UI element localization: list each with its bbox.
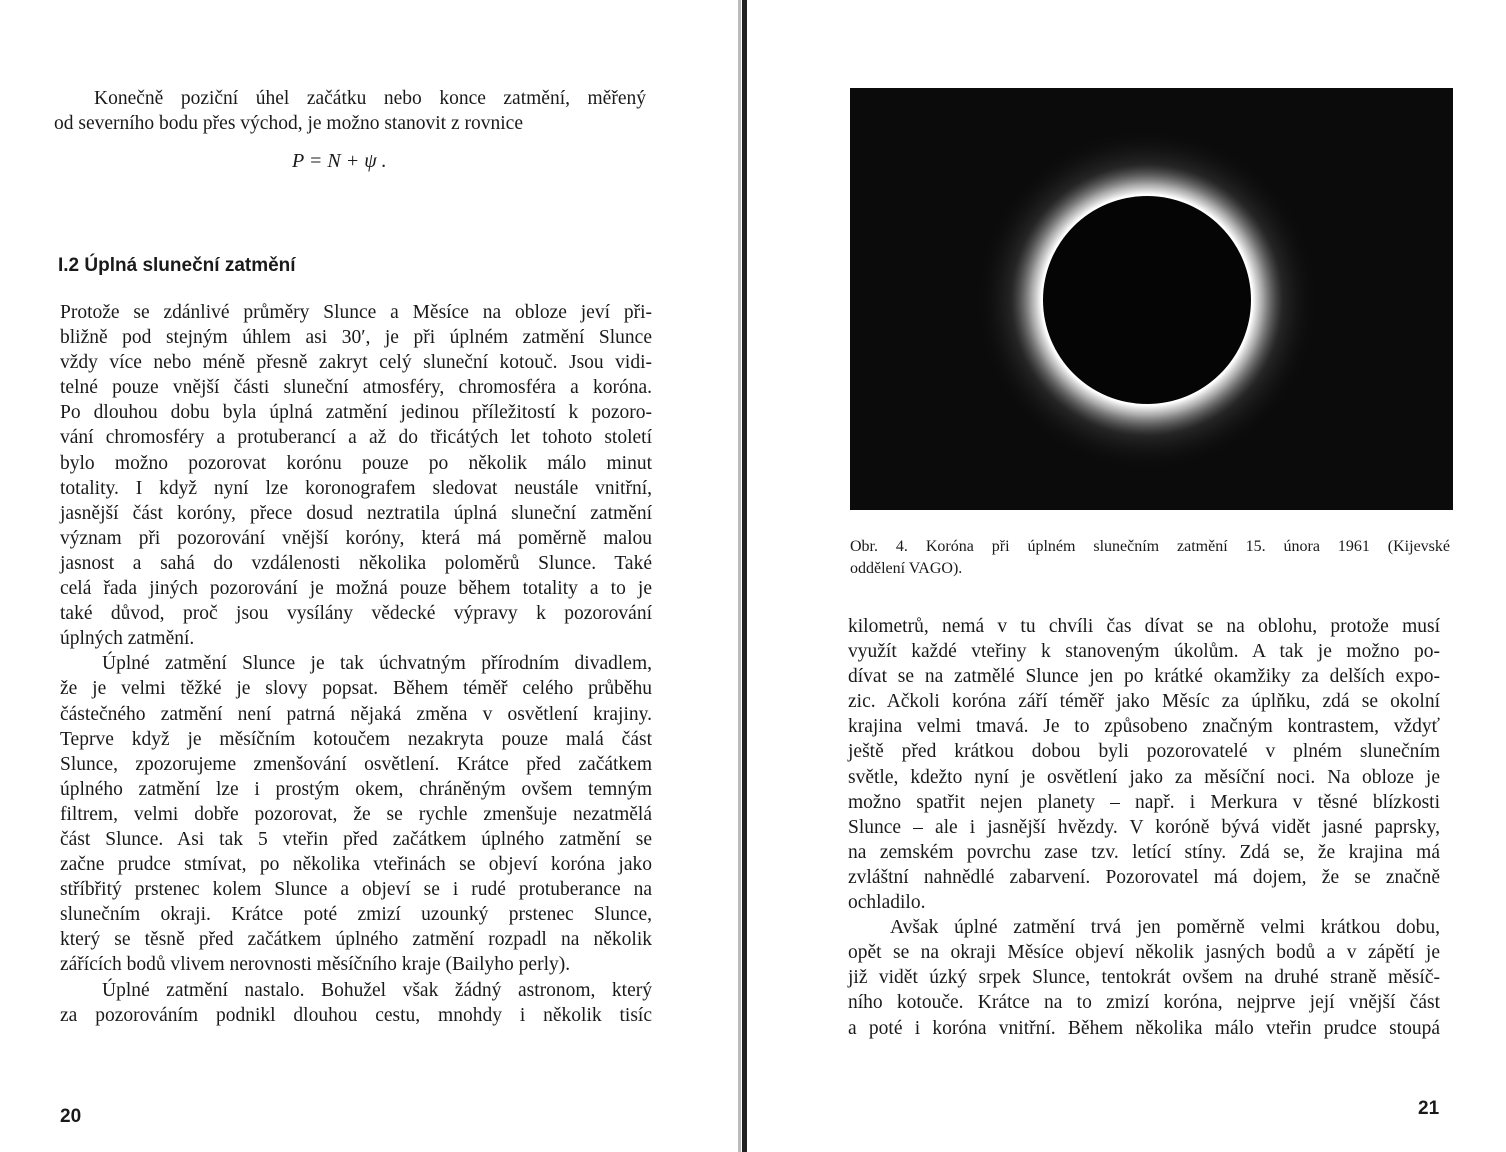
text-line: že je velmi těžké je slovy popsat. Během téměř celého průběhu	[60, 678, 652, 700]
text-line: Protože se zdánlivé průměry Slunce a Měsíce na obloze jeví při-	[60, 302, 652, 323]
page-number: 20	[60, 1106, 82, 1127]
text-line: bližně pod stejným úhlem asi 30′, je při úplném zatmění Slunce	[60, 327, 652, 349]
section-heading: I.2 Úplná sluneční zatmění	[58, 255, 296, 276]
text-line: od severního bodu přes východ, je možno stanovit z rovnice	[54, 113, 523, 135]
text-line: úplného zatmění lze i prostým okem, chráněným ovšem temným	[60, 778, 652, 800]
text-line: část Slunce. Asi tak 5 vteřin před začátkem úplného zatmění se	[60, 828, 652, 850]
text-line: který se těsně před začátkem úplného zatmění rozpadl na několik	[60, 929, 652, 951]
caption-line: Obr. 4. Koróna při úplném slunečním zatmění 15. února 1961 (Kijevské	[850, 538, 1450, 555]
text-line: za pozorováním podnikl dlouhou cestu, mnohdy i několik tisíc	[60, 1004, 652, 1026]
text-line: význam při pozorování vnější koróny, která má poměrně malou	[60, 527, 652, 549]
text-line: zic. Ačkoli koróna září téměř jako Měsíc za úplňku, zdá se okolní	[848, 691, 1440, 713]
text-line: zvláštní nahnědlé zabarvení. Pozorovatel má dojem, že se značně	[848, 866, 1440, 888]
text-line: světle, kdežto nyní je osvětlení jako za měsíční noci. Na obloze je	[848, 766, 1440, 788]
text-line: využít každé vteřiny k stanoveným úkolům. A tak je možno po-	[848, 641, 1440, 663]
moon-disk	[1043, 196, 1251, 404]
text-line: opět se na okraji Měsíce objeví několik jasných bodů a v zápětí je	[848, 942, 1440, 964]
text-line: bylo možno pozorovat korónu pouze po několik málo minut	[60, 452, 652, 474]
text-line: vání chromosféry a protuberancí a až do třicátých let tohoto století	[60, 427, 652, 449]
text-line: celá řada jiných pozorování je možná pouze během totality a to je	[60, 578, 652, 600]
text-line: začne prudce stmívat, po několika vteřinách se objeví koróna jako	[60, 854, 652, 876]
text-line: vždy více nebo méně přesně zakryt celý sluneční kotouč. Jsou vidi-	[60, 352, 652, 374]
caption-line: oddělení VAGO).	[850, 560, 963, 577]
text-line: filtrem, velmi dobře pozorovat, že se rychle zmenšuje nezatmělá	[60, 803, 652, 825]
text-line: Úplné zatmění nastalo. Bohužel však žádný astronom, který	[102, 979, 652, 1001]
text-line: zářících bodů vlivem nerovnosti měsíčního kraje (Bailyho perly).	[60, 954, 571, 976]
text-line: Avšak úplné zatmění trvá jen poměrně velmi krátkou dobu,	[890, 917, 1440, 939]
text-line: ještě před krátkou dobou byli pozorovatelé v plném slunečním	[848, 741, 1440, 763]
equation: P = N + ψ .	[292, 150, 387, 172]
text-line: úplných zatmění.	[60, 628, 195, 650]
text-line: dívat se na zatmělé Slunce jen po krátké okamžiky za delších expo-	[848, 666, 1440, 688]
eclipse-image	[850, 88, 1453, 510]
text-line: slunečním okraji. Krátce poté zmizí uzounký prstenec Slunce,	[60, 904, 652, 926]
text-line: jasnost a sahá do vzdálenosti několika poloměrů Slunce. Také	[60, 552, 652, 574]
text-line: ochladilo.	[848, 892, 926, 914]
text-line: možno spatřit nejen planety – např. i Merkura v těsné blízkosti	[848, 791, 1440, 813]
figure-caption	[850, 536, 1450, 580]
text-line: krajina velmi tmavá. Je to způsobeno značným kontrastem, vždyť	[848, 716, 1440, 738]
text-line: Po dlouhou dobu byla úplná zatmění jedinou příležitostí k pozoro-	[60, 402, 652, 424]
text-line: stříbřitý prstenec kolem Slunce a objeví se i rudé protuberance na	[60, 879, 652, 901]
paragraph	[848, 915, 1440, 1040]
body-text	[848, 614, 1440, 1041]
text-line: totality. I když nyní lze koronografem sledovat neustále vnitřní,	[60, 477, 652, 499]
text-line: telné pouze vnější části sluneční atmosféry, chromosféra a koróna.	[60, 377, 652, 399]
text-line: částečného zatmění není patrná nějaká změna v osvětlení krajiny.	[60, 703, 652, 725]
paragraph	[848, 614, 1440, 915]
text-line: Slunce – ale i jasnější hvězdy. V koróně bývá vidět jasné paprsky,	[848, 816, 1440, 838]
text-line: a poté i koróna vnitřní. Během několika málo vteřin prudce stoupá	[848, 1017, 1440, 1039]
page-number: 21	[1418, 1098, 1440, 1119]
text-line: ního kotouče. Krátce na to zmizí koróna, nejprve její vnější část	[848, 992, 1440, 1014]
text-line: již vidět úzký srpek Slunce, tentokrát ovšem na druhé straně měsíč-	[848, 967, 1440, 989]
text-line: Konečně poziční úhel začátku nebo konce zatmění, měřený	[94, 88, 646, 109]
text-line: Teprve když je měsíčním kotoučem nezakryta pouze malá část	[60, 728, 652, 750]
text-line: kilometrů, nemá v tu chvíli čas dívat se na oblohu, protože musí	[848, 616, 1440, 637]
text-line: jasnější část koróny, přece dosud neztratila úplná sluneční zatmění	[60, 502, 652, 524]
text-line: také důvod, proč jsou vysílány vědecké výpravy k pozorování	[60, 603, 652, 625]
text-line: na zemském povrchu zase tzv. letící stíny. Zdá se, že krajina má	[848, 841, 1440, 863]
corona-eclipse-photo	[850, 88, 1453, 510]
text-line: Úplné zatmění Slunce je tak úchvatným přírodním divadlem,	[102, 653, 652, 675]
text-line: Slunce, zpozorujeme zmenšování osvětlení. Krátce před začátkem	[60, 753, 652, 775]
